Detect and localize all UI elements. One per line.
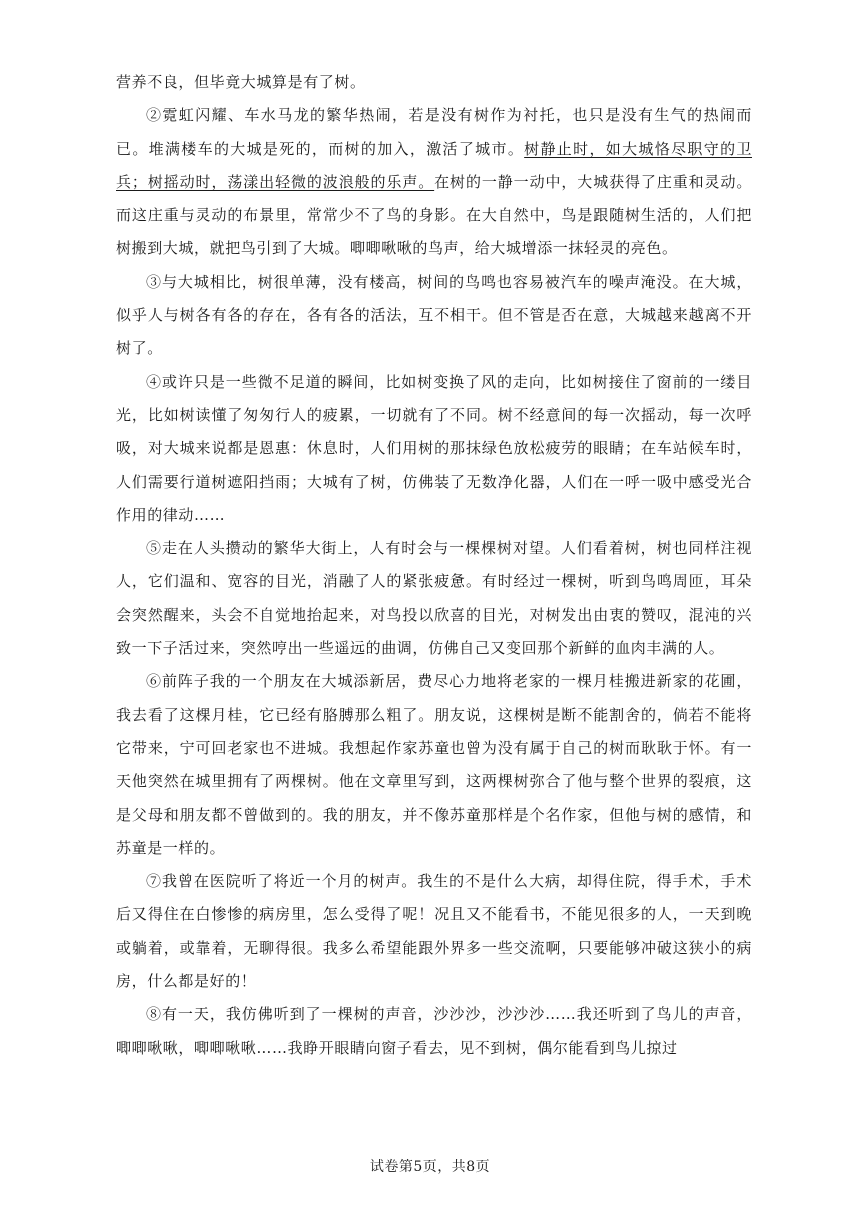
paragraph — [116, 665, 752, 865]
article-body — [116, 66, 752, 1065]
paragraph-text: ②霓虹闪耀、车水马龙的繁华热闹，若是没有树作为衬托，也只是没有生气的热闹而已。堆满楼车的大城是死的，而树的加入，激活了城市。 — [116, 106, 752, 158]
underlined-sentence: 树静止时，如大城恪尽职守的卫兵；树摇动时，荡漾出轻微的波浪般的乐声。 — [116, 139, 752, 191]
paragraph-text: ④或许只是一些微不足道的瞬间，比如树变换了风的走向，比如树接住了窗前的一缕目光，比如树读懂了匆匆行人的疲累，一切就有了不同。树不经意间的每一次摇动，每一次呼吸，对大城来说都是恩惠：休息时，人们用树的那抹绿色放松疲劳的眼睛；在车站候车时，人们需要行道树遮阳挡雨；大城有了树，仿佛装了无数净化器，人们在一呼一吸中感受光合作用的律动…… — [116, 372, 752, 524]
paragraph — [116, 99, 752, 265]
paragraph-text: ⑧有一天，我仿佛听到了一棵树的声音，沙沙沙，沙沙沙……我还听到了鸟儿的声音，唧唧啾啾，唧唧啾啾……我睁开眼睛向窗子看去，见不到树，偶尔能看到鸟儿掠过 — [116, 1005, 752, 1057]
paragraph — [116, 266, 752, 366]
paragraph — [116, 366, 752, 532]
paragraph-text: ⑤走在人头攒动的繁华大街上，人有时会与一棵棵树对望。人们看着树，树也同样注视人，它们温和、宽容的目光，消融了人的紧张疲惫。有时经过一棵树，听到鸟鸣周匝，耳朵会突然醒来，头会不自觉地抬起来，对鸟投以欣喜的目光，对树发出由衷的赞叹，混沌的兴致一下子活过来，突然哼出一些遥远的曲调，仿佛自己又变回那个新鲜的血肉丰满的人。 — [116, 539, 752, 658]
paragraph — [116, 865, 752, 998]
paragraph — [116, 998, 752, 1065]
paragraph-text: 营养不良，但毕竟大城算是有了树。 — [116, 73, 366, 91]
paragraph-text: ⑦我曾在医院听了将近一个月的树声。我生的不是什么大病，却得住院，得手术，手术后又得住在白惨惨的病房里，怎么受得了呢！况且又不能看书，不能见很多的人，一天到晚或躺着，或靠着，无聊得很。我多么希望能跟外界多一些交流啊，只要能够冲破这狭小的病房，什么都是好的！ — [116, 872, 752, 991]
paragraph-text: ⑥前阵子我的一个朋友在大城添新居，费尽心力地将老家的一棵月桂搬进新家的花圃，我去看了这棵月桂，它已经有胳膊那么粗了。朋友说，这棵树是断不能割舍的，倘若不能将它带来，宁可回老家也不进城。我想起作家苏童也曾为没有属于自己的树而耿耿于怀。有一天他突然在城里拥有了两棵树。他在文章里写到，这两棵树弥合了他与整个世界的裂痕，这是父母和朋友都不曾做到的。我的朋友，并不像苏童那样是个名作家，但他与树的感情，和苏童是一样的。 — [116, 672, 752, 857]
page-footer: 试卷第5页，共8页 — [369, 1159, 491, 1175]
paragraph-text: 在树的一静一动中，大城获得了庄重和灵动。而这庄重与灵动的布景里，常常少不了鸟的身影。在大自然中，鸟是跟随树生活的，人们把树搬到大城，就把鸟引到了大城。唧唧啾啾的鸟声，给大城增添一抹轻灵的亮色。 — [116, 172, 752, 258]
paragraph — [116, 66, 752, 99]
paragraph — [116, 532, 752, 665]
paragraph-text: ③与大城相比，树很单薄，没有楼高，树间的鸟鸣也容易被汽车的噪声淹没。在大城，似乎人与树各有各的存在，各有各的活法，互不相干。但不管是否在意，大城越来越离不开树了。 — [116, 272, 752, 358]
